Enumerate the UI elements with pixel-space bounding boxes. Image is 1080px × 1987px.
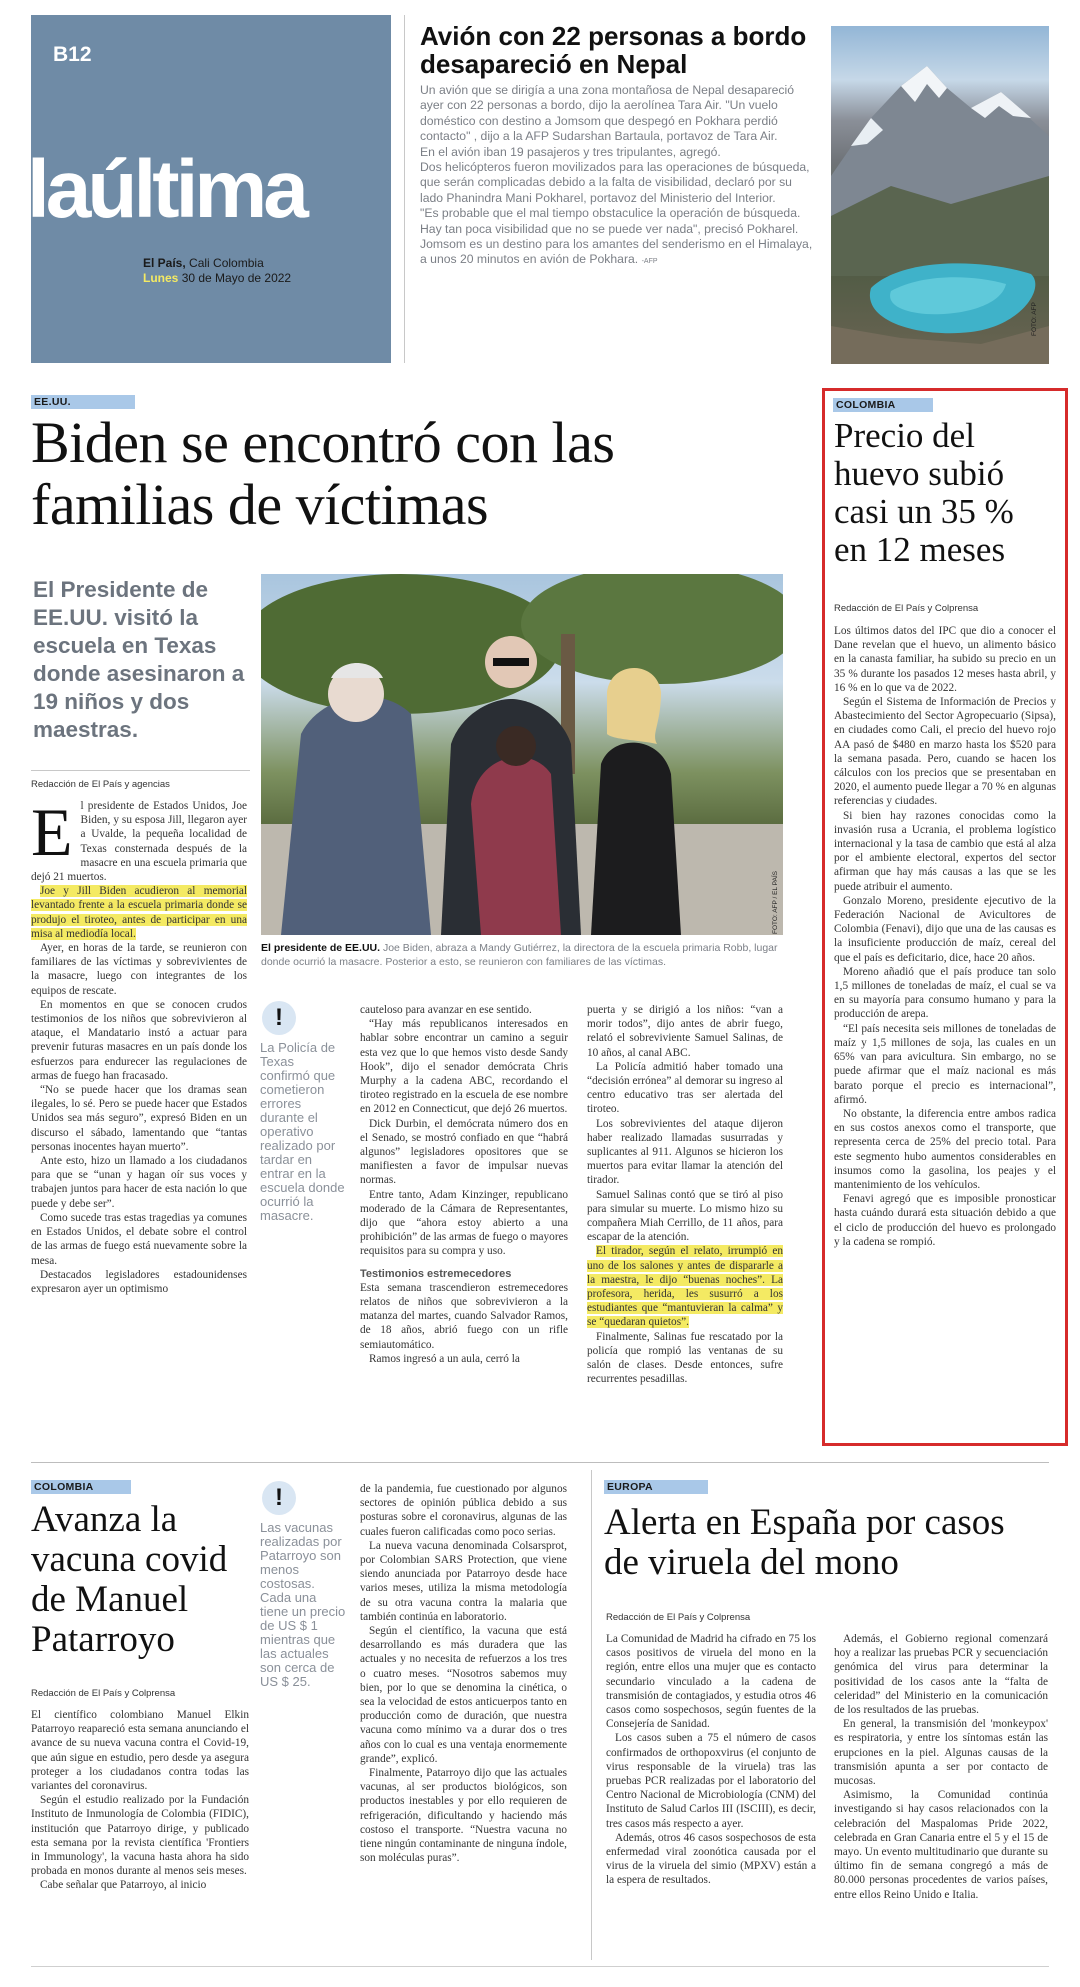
article-paragraph: Entre tanto, Adam Kinzinger, republicano moderado de la Cámara de Representantes, dijo que “ahora estoy abierto a una prohibición” de las armas de fuego o mayores requisitos para su compra y uso. [360, 1188, 568, 1258]
huevo-byline: Redacción de El País y Colprensa [834, 603, 979, 614]
article-paragraph: Samuel Salinas contó que se tiró al piso para simular su muerte. Lo mismo hizo su compañera Miah Cerrillo, de 11 años, para escapar de la atención. [587, 1188, 783, 1244]
weekday: Lunes [143, 271, 179, 285]
photo-credit: FOTO: AFP [1031, 302, 1038, 336]
callout-text: La Policía de Texas confirmó que cometieron errores durante el operativo realizado por tardar en entrar en la escuela donde ocurrió la masacre. [260, 1040, 345, 1223]
biden-photo-caption [261, 941, 781, 969]
photo-credit: FOTO: AFP / EL PAÍS [772, 871, 779, 934]
highlighted-paragraph: El tirador, según el relato, irrumpió en uno de los salones y antes de dispararle a la maestra, le dijo “buenas noches”. La profesora, herida, les susurró a los estudiantes que “mantuvieran la calma” y se “quedaran quietos”. [587, 1245, 783, 1329]
section-tag [31, 392, 135, 410]
biden-photo [261, 574, 783, 935]
exclamation-icon: ! [262, 1481, 296, 1515]
biden-byline: Redacción de El País y agencias [31, 779, 170, 790]
viruela-column-1 [606, 1632, 816, 1888]
biden-headline: Biden se encontró con las familias de víctimas [31, 410, 615, 537]
article-paragraph: Gonzalo Moreno, presidente ejecutivo de la Federación Nacional de Avicultores de Colombia (Fenavi), dijo que una de las causas es la insuficiente producción de maíz, cereal del que el país es deficitario, dice, hace 20 años. [834, 894, 1056, 964]
paper-name: El País, [143, 256, 186, 270]
biden-callout [260, 1001, 346, 1223]
huevo-article-box [822, 388, 1068, 1446]
article-paragraph: “No se puede hacer que los dramas sean ilegales, lo sé. Pero se puede hacer que Estados Unidos sea más seguro”, expresó Biden en un discurso el sábado, lamentando que “tantas personas inocentes hayan muerto”. [31, 1084, 247, 1153]
masthead-dateline [143, 256, 291, 286]
section-tag [31, 1477, 131, 1495]
city: Cali Colombia [189, 256, 264, 270]
article-paragraph: En general, la transmisión del 'monkeypox' es respiratoria, y entre los síntomas están las erupciones en la piel. Algunas causas de la transmisión apunta a ser por contacto de mucosas. [834, 1718, 1048, 1788]
nepal-source: -AFP [641, 258, 658, 266]
article-paragraph: Como sucede tras estas tragedias ya comunes en Estados Unidos, el debate sobre el control de las armas de fuego está nuevamente sobre la mesa. [31, 1211, 247, 1267]
article-paragraph: No obstante, la diferencia entre ambos radica en sus costos anexos como el transporte, que representa cerca de 25% del precio total. Para este segmento hubo aumentos considerables en insumos como la gasolina, los peajes y el mantenimiento de los vehículos. [834, 1107, 1056, 1191]
nepal-paragraph: Jomsom es un destino para los amantes del senderismo en el Himalaya, a unos 20 minutos en avión de Pokhara. -AFP [420, 237, 813, 267]
biden-column-2 [360, 1003, 568, 1366]
nepal-headline: Avión con 22 personas a bordo desapareció en Nepal [420, 21, 807, 79]
article-paragraph: Dick Durbin, el demócrata número dos en el Senado, se mostró confiado en que “habrá algunos” legisladores opositores que se manifiesten a favor de impulsar nuevas normas. [360, 1117, 568, 1187]
vacuna-column-2 [360, 1482, 567, 1865]
exclamation-icon: ! [262, 1001, 296, 1035]
article-paragraph: Ramos ingresó a un aula, cerró la [369, 1352, 520, 1365]
article-paragraph: Además, otros 46 casos sospechosos de esta enfermedad viral zoonótica causada por el virus de la viruela del simio (MPXV) están a la espera de resultados. [606, 1831, 816, 1887]
article-paragraph: Según el estudio realizado por la Fundación Instituto de Inmunología de Colombia (FIDIC), institución que Patarroyo dirige, y publicado esta semana por la revista científica 'Frontiers in Immunology', la vacuna hasta ahora ha sido probada en monos durante al menos seis meses. [31, 1794, 249, 1878]
vacuna-callout [260, 1481, 346, 1689]
article-paragraph: Los sobrevivientes del ataque dijeron haber realizado llamadas susurradas y suplicantes al 911. Algunos se hicieron los muertos para evitar llamar la atención del tirador. [587, 1117, 783, 1187]
biden-hug-illustration [261, 574, 783, 935]
column-divider [404, 15, 405, 363]
deck-divider [31, 770, 250, 771]
nepal-paragraph: Un avión que se dirigía a una zona montañosa de Nepal desapareció ayer con 22 personas a bordo, dijo la aerolínea Tara Air. "Un vuelo doméstico con destino a Jomsom que despegó en Pokhara perdió contacto" , dijo a la AFP Sudarshan Bartaula, portavoz de Tara Air. [420, 83, 795, 144]
section-divider [31, 1462, 1049, 1463]
vacuna-headline: Avanza la vacuna covid de Manuel Patarroyo [31, 1499, 228, 1660]
article-paragraph: puerta y se dirigió a los niños: “van a morir todos”, dijo antes de abrir fuego, relató el sobreviviente Samuel Salinas, de 10 años, al canal ABC. [587, 1004, 783, 1059]
biden-column-1 [31, 794, 247, 1296]
date: 30 de Mayo de 2022 [181, 271, 292, 285]
article-paragraph: La Comunidad de Madrid ha cifrado en 75 los casos positivos de viruela del mono en la región, entre ellos una mujer que es contacto secundario vinculado a la cadena de transmisión de contagiados, y estudia otros 46 casos como sospechosos, según fuentes de la Consejería de Sanidad. [606, 1633, 816, 1731]
article-paragraph: Finalmente, Patarroyo dijo que las actuales vacunas, al ser productos biológicos, son productos inestables y por ello requieren de refrigeración, dificultando y haciendo más costoso el transporte. “Nuestra vacuna no tiene ningún contaminante de ninguna índole, son moléculas puras”. [360, 1767, 567, 1865]
tag-label: COLOMBIA [31, 1480, 131, 1494]
callout-text: Las vacunas realizadas por Patarroyo son menos costosas. Cada una tiene un precio de US $ 1 mientras que las actuales son cerca de US $ 25. [260, 1520, 346, 1689]
article-paragraph: Los últimos datos del IPC que dio a conocer el Dane revelan que el huevo, un alimento básico en la canasta familiar, ha subido su precio en un 35 % durante los pasados 12 meses hasta abril, y 16 % en lo que va de 2022. [834, 625, 1056, 694]
article-paragraph: En momentos en que se conocen crudos testimonios de los niños que sobrevivieron al ataque, el Mandatario instó a actuar para prevenir futuras masacres en un país donde los esfuerzos para endurecer las regulaciones de armas de fuego han fracasado. [31, 998, 247, 1082]
lead-paragraph: El presidente de Estados Unidos, Joe Biden, y su esposa Jill, llegaron ayer a Uvalde, la pequeña localidad de Texas consternada después de la masacre en una escuela primaria que dejó 21 muertos. [31, 794, 247, 884]
nepal-article [420, 22, 815, 270]
section-tag [833, 395, 933, 413]
biden-deck: El Presidente de EE.UU. visitó la escuela en Texas donde asesinaron a 19 niños y dos maestras. [33, 577, 245, 742]
article-paragraph: Fenavi agregó que es imposible pronosticar hasta cuándo durará esta situación debido a que el ciclo de producción del huevo es prolongado y la cadena se rompió. [834, 1193, 1056, 1248]
masthead [27, 15, 391, 363]
nepal-paragraph: En el avión iban 19 pasajeros y tres tripulantes, agregó. [420, 144, 721, 159]
article-paragraph: “Hay más republicanos interesados en hablar sobre encontrar un camino a seguir esta vez que lo que hemos visto desde Sandy Hook”, dijo el senador demócrata Chris Murphy a la cadena ABC, recordando el tiroteo registrado en la escuela de ese nombre en 2012 en Connecticut, que dejó 26 muertos. [360, 1018, 568, 1116]
article-paragraph: La nueva vacuna denominada Colsarsprot, por Colombian SARS Protection, que viene siendo anunciada por Patarroyo desde hace varios meses, utiliza la misma metodología de su otra vacuna contra la malaria que también continúa en laboratorio. [360, 1539, 567, 1623]
article-paragraph: La Policía admitió haber tomado una “decisión errónea” al demorar su ingreso al centro educativo tras ser alertada del tiroteo. [587, 1060, 783, 1116]
tag-label: COLOMBIA [833, 398, 933, 412]
highlighted-paragraph: Joe y Jill Biden acudieron al memorial levantado frente a la escuela primaria donde se produjo el tiroteo, antes de participar en una misa al mediodía local. [31, 885, 247, 940]
bottom-rule [31, 1966, 1049, 1967]
page-number: B12 [53, 43, 92, 66]
article-paragraph: Además, el Gobierno regional comenzará hoy a realizar las pruebas PCR y secuenciación genómica del virus para determinar la positividad de los casos ante la “falta de celeridad” del Ministerio en la comunicación de los resultados de las pruebas. [834, 1633, 1048, 1717]
section-brand-logo: laúltima [27, 144, 305, 235]
article-paragraph: Según el Sistema de Información de Precios y Abastecimiento del Sector Agropecuario (Sipsa), en ciudades como Cali, el precio del huevo rojo AA pasó de $480 en marzo hasta los $520 para la semana pasada. Pero, cuando se hacen los cálculos con los precios que se presentaban en 2020, el aumento puede llegar a 70 % en algunas referencias y ciudades. [834, 696, 1056, 808]
huevo-body [834, 624, 1056, 1249]
subhead: Testimonios estremecedores [360, 1267, 512, 1280]
article-paragraph: El científico colombiano Manuel Elkin Patarroyo reapareció esta semana anunciando el avance de su nueva vacuna contra el Covid-19, que aún sigue en estudio, pero desde ya asegura proteger a los ciudadanos contra todas las variantes del coronavirus. [31, 1709, 249, 1793]
article-paragraph: Asimismo, la Comunidad continúa investigando si hay casos relacionados con la celebración del Maspalomas Pride 2022, celebrada en Gran Canaria entre el 5 y el 15 de mayo. Un evento multitudinario que durante su último fin de semana congregó a más de 80.000 personas procedentes de varios países, entre ellos Reino Unido e Italia. [834, 1789, 1048, 1901]
mountain-lake-photo [831, 26, 1049, 364]
article-paragraph: “El país necesita seis millones de toneladas de maíz y 1,5 millones de soja, las cuales en un 65% van para avicultura. Sin embargo, no se puede afirmar que el maíz nacional es más barato porque el precio es internacional”, afirmó. [834, 1022, 1056, 1106]
vacuna-column-1 [31, 1708, 249, 1893]
caption-lead: El presidente de EE.UU. [261, 942, 381, 954]
tag-label: EE.UU. [31, 395, 135, 409]
vacuna-byline: Redacción de El País y Colprensa [31, 1688, 176, 1699]
article-paragraph: Los casos suben a 75 el número de casos confirmados de orthopoxvirus (el conjunto de virus responsable de la viruela) tras las pruebas PCR realizadas por el laboratorio del Centro Nacional de Microbiología (CNM) del Instituto de Salud Carlos III (ISCIII), es decir, tres casos más respecto a ayer. [606, 1732, 816, 1830]
article-paragraph: Ayer, en horas de la tarde, se reunieron con familiares de las víctimas y sobrevivientes de la masacre, luego con integrantes de los equipos de rescate. [31, 942, 247, 997]
viruela-byline: Redacción de El País y Colprensa [606, 1612, 751, 1623]
article-paragraph: Cabe señalar que Patarroyo, al inicio [40, 1879, 207, 1892]
viruela-column-2 [834, 1632, 1048, 1902]
nepal-body [420, 83, 815, 270]
tag-label: EUROPA [604, 1480, 708, 1494]
viruela-headline: Alerta en España por casos de viruela del mono [604, 1502, 1005, 1583]
article-paragraph: Esta semana trascendieron estremecedores relatos de niños que sobrevivieron a la matanza del martes, cuando Salvador Ramos, de 18 años, abrió fuego con un rifle semiautomático. [360, 1281, 568, 1351]
article-paragraph: cauteloso para avanzar en ese sentido. [360, 1004, 532, 1016]
column-divider [591, 1470, 592, 1960]
article-paragraph: Si bien hay razones conocidas como la invasión rusa a Ucrania, el problema logístico internacional y la tasa de cambio que está al alza por el ambiente electoral, expertos del sector afirman que hay más causas a las que se les puede atribuir el aumento. [834, 809, 1056, 893]
biden-column-3 [587, 1003, 783, 1386]
article-paragraph: de la pandemia, fue cuestionado por algunos sectores de opinión pública debido a sus posturas sobre el coronavirus, algunas de las cuales fueron calificadas como poco serias. [360, 1483, 567, 1538]
section-tag [604, 1477, 708, 1495]
mountain-lake-illustration [831, 26, 1049, 364]
nepal-paragraph: Dos helicópteros fueron movilizados para las operaciones de búsqueda, que serán complicadas debido a la falta de visibilidad, declaró por su lado Phanindra Mani Pokharel, portavoz del Ministerio del Interior. [420, 160, 810, 205]
drop-cap: E [31, 794, 73, 870]
article-paragraph: Ante esto, hizo un llamado a los ciudadanos para que se “unan y hagan oír sus voces y trabajen juntos para hacer de esta nación lo que puede y debe ser”. [31, 1155, 247, 1210]
huevo-headline: Precio del huevo subió casi un 35 % en 12 meses [834, 416, 1014, 569]
nepal-paragraph: "Es probable que el mal tiempo obstaculice la operación de búsqueda. Hay tan poca visibilidad que no se puede ver nada", precisó Pokharel. [420, 206, 801, 236]
article-paragraph: Finalmente, Salinas fue rescatado por la policía que rompió las ventanas de su salón de clases. Desde entonces, sufre recurrentes pesadillas. [587, 1330, 783, 1386]
article-paragraph: Destacados legisladores estadounidenses expresaron ayer un optimismo [31, 1268, 247, 1295]
caption-text: Joe Biden, abraza a Mandy Gutiérrez, la directora de la escuela primaria Robb, lugar donde ocurrió la masacre. Posterior a esto, se reunieron con familiares de las víctimas. [261, 942, 778, 968]
article-paragraph: Según el científico, la vacuna que está desarrollando es más duradera que las actuales y no necesita de refuerzos a los tres o cuatro meses. “Nosotros sabemos muy bien, por lo que se denomina la cinética, o sea la velocidad de estos anticuerpos tanto en producción como de duración, que nuestra vacuna como mínimo va a durar dos o tres años con lo cual es una ventaja enormemente grande”, explicó. [360, 1625, 567, 1765]
article-paragraph: Moreno añadió que el país produce tan solo 1,5 millones de toneladas de maíz, el cual se va en su mayoría para consumo humano y para la producción de arepa. [834, 965, 1056, 1021]
